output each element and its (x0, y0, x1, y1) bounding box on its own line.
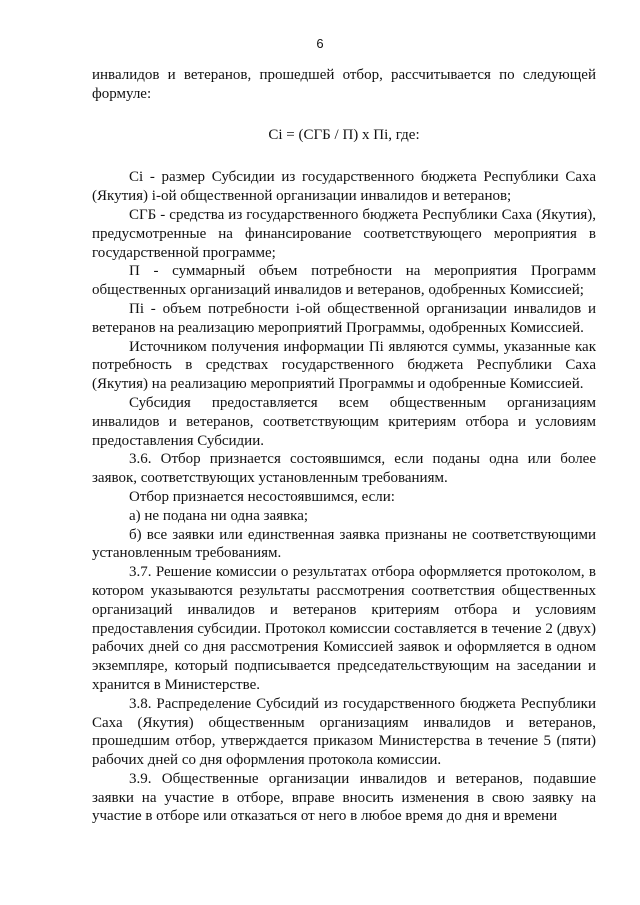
document-body (92, 66, 596, 826)
paragraph-3-9: 3.9. Общественные организации инвалидов и ветеранов, подавшие заявки на участие в отборе, вправе вносить изменения в свою заявку на участие в отборе или отказаться от него в любое время до дня и времени (92, 770, 596, 825)
paragraph-formula-intro: инвалидов и ветеранов, прошедшей отбор, рассчитывается по следующей формуле: (92, 67, 596, 102)
paragraph-3-8: 3.8. Распределение Субсидий из государственного бюджета Республики Саха (Якутия) общественным организациям инвалидов и ветеранов, прошедшим отбор, утверждается приказом Министерства в течение 5 (пяти) рабочих дней со дня оформления протокола комиссии. (92, 695, 596, 769)
formula: Ci = (СГБ / П) х Пi, где: (268, 126, 420, 143)
paragraph-pi-definition: Пi - объем потребности i-ой общественной организации инвалидов и ветеранов на реализацию мероприятий Программы, одобренных Комиссией. (92, 300, 596, 336)
paragraph-sgb-definition: СГБ - средства из государственного бюджета Республики Саха (Якутия), предусмотренные на финансирование соответствующего мероприятия в государственной программе; (92, 206, 596, 261)
paragraph-item-a: а) не подана ни одна заявка; (129, 507, 309, 524)
paragraph-pi-source: Источником получения информации Пi являются суммы, указанные как потребность в средствах государственного бюджета Республики Саха (Якутия) на реализацию мероприятий Программы и одобренные Комиссией. (92, 338, 596, 393)
paragraph-failed-selection: Отбор признается несостоявшимся, если: (129, 488, 395, 505)
paragraph-subsidy-provision: Субсидия предоставляется всем общественным организациям инвалидов и ветеранов, соответствующим критериям отбора и условиям предоставления Субсидии. (92, 394, 596, 449)
paragraph-3-7: 3.7. Решение комиссии о результатах отбора оформляется протоколом, в котором указываются результаты рассмотрения соответствия общественных организаций инвалидов и ветеранов критериям отбора и условиям предоставления субсидии. Протокол комиссии составляется в течение 2 (двух) рабочих дней со дня рассмотрения Комиссией заявок и оформляется в одном экземпляре, который подписывается председательствующим на заседании и хранится в Министерстве. (92, 564, 596, 693)
paragraph-item-b: б) все заявки или единственная заявка признаны не соответствующими установленным требованиям. (92, 526, 596, 562)
paragraph-ci-definition: Ci - размер Субсидии из государственного бюджета Республики Саха (Якутия) i-ой общественной организации инвалидов и ветеранов; (92, 169, 596, 205)
page-number: 6 (316, 36, 324, 51)
paragraph-p-definition: П - суммарный объем потребности на мероприятия Программ общественных организаций инвалидов и ветеранов, одобренных Комиссией; (92, 263, 596, 299)
paragraph-3-6: 3.6. Отбор признается состоявшимся, если поданы одна или более заявок, соответствующих установленным требованиям. (92, 451, 596, 487)
